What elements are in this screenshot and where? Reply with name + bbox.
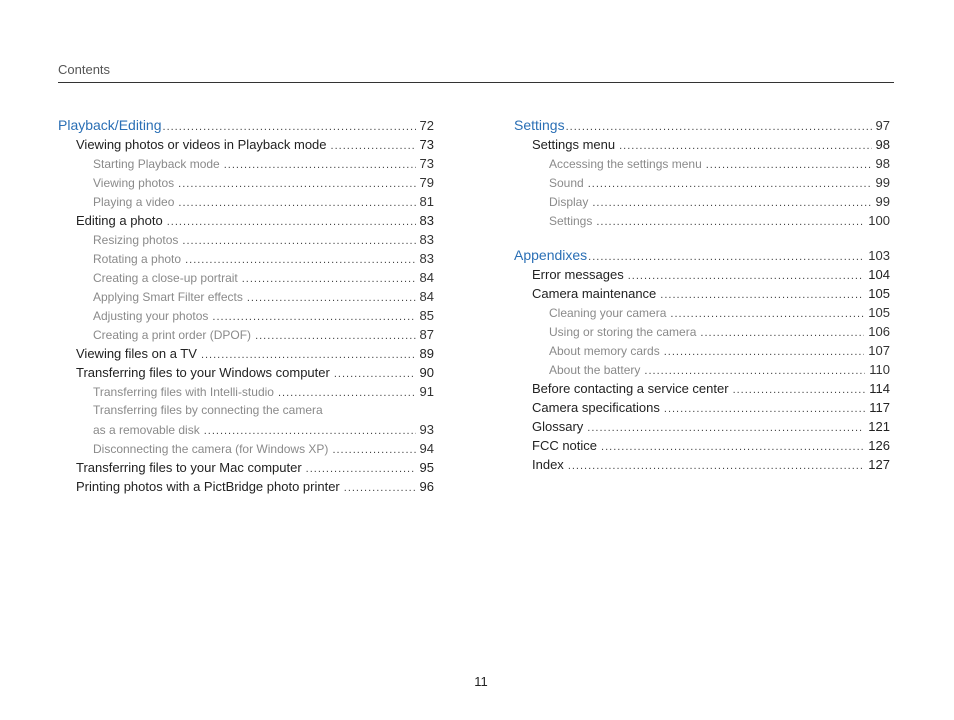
toc-subentry[interactable] <box>514 211 890 230</box>
toc-entry-title: Error messages <box>532 267 624 282</box>
toc-entry-page: 96 <box>419 479 434 494</box>
toc-subentry[interactable] <box>58 401 434 420</box>
dot-leader <box>344 479 416 498</box>
toc-subentry[interactable] <box>58 249 434 268</box>
dot-leader <box>185 251 415 270</box>
dot-leader <box>568 457 864 476</box>
toc-subentry[interactable] <box>58 287 434 306</box>
toc-entry-page: 84 <box>419 270 434 285</box>
toc-entry-title: Viewing photos <box>93 176 175 190</box>
toc-entry[interactable] <box>514 284 890 303</box>
dot-leader <box>212 308 415 327</box>
toc-entry[interactable] <box>514 135 890 154</box>
toc-entry[interactable] <box>514 455 890 474</box>
dot-leader <box>664 400 865 419</box>
toc-entry-page: 105 <box>868 305 890 320</box>
toc-subentry[interactable] <box>58 382 434 401</box>
toc-subentry[interactable] <box>514 192 890 211</box>
toc-section-heading[interactable] <box>514 246 890 265</box>
toc-entry-page: 84 <box>419 289 434 304</box>
toc-entry-title: Transferring files by connecting the camera <box>93 403 323 417</box>
toc-entry-title: Accessing the settings menu <box>549 157 702 171</box>
toc-entry[interactable] <box>514 265 890 284</box>
toc-entry-page: 104 <box>868 267 890 282</box>
toc-entry[interactable] <box>514 417 890 436</box>
toc-entry-title: Rotating a photo <box>93 252 182 266</box>
toc-entry-page: 106 <box>868 324 890 339</box>
toc-entry-title: Transferring files with Intelli-studio <box>93 385 274 399</box>
toc-entry-title: Camera maintenance <box>532 286 657 301</box>
toc-entry-page: 95 <box>419 460 434 475</box>
toc-entry-page: 110 <box>869 362 890 377</box>
toc-entry-page: 121 <box>868 419 890 434</box>
dot-leader <box>587 419 864 438</box>
toc-entry[interactable] <box>58 477 434 496</box>
toc-entry[interactable] <box>58 363 434 382</box>
toc-entry-page: 90 <box>419 365 434 380</box>
dot-leader <box>660 286 864 305</box>
dot-leader <box>700 324 864 343</box>
toc-entry-title: About the battery <box>549 363 641 377</box>
toc-entry-title: Printing photos with a PictBridge photo printer <box>76 479 340 494</box>
toc-entry-page: 107 <box>868 343 890 358</box>
toc-subentry[interactable] <box>58 268 434 287</box>
toc-entry-page: 103 <box>868 248 890 263</box>
dot-leader <box>242 270 416 289</box>
toc-entry-page: 83 <box>419 232 434 247</box>
toc-section-heading[interactable] <box>58 116 434 135</box>
toc-entry-page: 89 <box>419 346 434 361</box>
toc-subentry[interactable] <box>514 173 890 192</box>
toc-entry-title: Viewing files on a TV <box>76 346 197 361</box>
toc-subentry[interactable] <box>514 360 890 379</box>
toc-subentry[interactable] <box>58 325 434 344</box>
toc-subentry[interactable] <box>58 192 434 211</box>
toc-entry-title: Settings <box>549 214 593 228</box>
toc-entry-title: Transferring files to your Mac computer <box>76 460 302 475</box>
toc-entry-page: 83 <box>419 213 434 228</box>
toc-entry-title: Glossary <box>532 419 584 434</box>
toc-entry-page: 73 <box>419 156 434 171</box>
toc-entry-title: FCC notice <box>532 438 598 453</box>
toc-entry-page: 99 <box>875 194 890 209</box>
toc-entry-title: Sound <box>549 176 584 190</box>
dot-leader <box>167 213 416 232</box>
toc-entry-title: Index <box>532 457 564 472</box>
toc-entry-title: Cleaning your camera <box>549 306 667 320</box>
toc-subentry[interactable] <box>514 322 890 341</box>
toc-entry[interactable] <box>514 436 890 455</box>
toc-section-playback-editing <box>58 116 434 496</box>
dot-leader <box>332 441 415 460</box>
toc-section-heading[interactable] <box>514 116 890 135</box>
header-divider <box>58 82 894 83</box>
toc-entry-title: as a removable disk <box>93 423 200 437</box>
page-number: 11 <box>474 674 488 689</box>
toc-entry[interactable] <box>514 398 890 417</box>
dot-leader <box>588 248 864 267</box>
dot-leader <box>331 137 416 156</box>
dot-leader <box>247 289 416 308</box>
toc-entry-title: About memory cards <box>549 344 660 358</box>
toc-entry-page: 73 <box>419 137 434 152</box>
dot-leader <box>706 156 872 175</box>
dot-leader <box>596 213 864 232</box>
toc-right-column <box>514 116 890 490</box>
toc-entry-page: 93 <box>419 422 434 437</box>
dot-leader <box>182 232 415 251</box>
header-label: Contents <box>58 62 111 77</box>
toc-entry[interactable] <box>58 211 434 230</box>
toc-entry-title: Settings <box>514 117 565 133</box>
dot-leader <box>178 194 415 213</box>
toc-entry[interactable] <box>58 135 434 154</box>
toc-entry-title: Applying Smart Filter effects <box>93 290 243 304</box>
toc-entry[interactable] <box>58 344 434 363</box>
toc-entry-title: Viewing photos or videos in Playback mode <box>76 137 327 152</box>
toc-entry-title: Transferring files to your Windows computer <box>76 365 330 380</box>
toc-entry-page: 114 <box>869 381 890 396</box>
toc-subentry[interactable] <box>58 230 434 249</box>
toc-entry-page: 87 <box>419 327 434 342</box>
toc-entry-title: Disconnecting the camera (for Windows XP) <box>93 442 329 456</box>
toc-subentry[interactable] <box>514 154 890 173</box>
toc-entry-page: 99 <box>875 175 890 190</box>
toc-subentry[interactable] <box>58 306 434 325</box>
dot-leader <box>733 381 866 400</box>
toc-section-appendixes <box>514 246 890 474</box>
toc-subentry[interactable] <box>514 303 890 322</box>
toc-section-settings <box>514 116 890 230</box>
toc-entry-title: Settings menu <box>532 137 616 152</box>
toc-entry-page: 97 <box>875 118 890 133</box>
dot-leader <box>601 438 864 457</box>
toc-entry-title: Playing a video <box>93 195 175 209</box>
dot-leader <box>670 305 864 324</box>
toc-entry-title: Display <box>549 195 589 209</box>
toc-entry-page: 105 <box>868 286 890 301</box>
toc-entry-title: Starting Playback mode <box>93 157 220 171</box>
toc-entry-page: 100 <box>868 213 890 228</box>
toc-entry-title: Adjusting your photos <box>93 309 209 323</box>
toc-entry-title: Appendixes <box>514 247 588 263</box>
toc-entry-page: 81 <box>419 194 434 209</box>
toc-entry-title: Playback/Editing <box>58 117 162 133</box>
toc-subentry[interactable] <box>58 439 434 458</box>
toc-entry-page: 83 <box>419 251 434 266</box>
toc-entry-page: 117 <box>869 400 890 415</box>
toc-entry[interactable] <box>514 379 890 398</box>
dot-leader <box>619 137 871 156</box>
toc-entry-page: 85 <box>419 308 434 323</box>
toc-entry-page: 126 <box>868 438 890 453</box>
dot-leader <box>664 343 865 362</box>
dot-leader <box>178 175 415 194</box>
toc-entry-page: 127 <box>868 457 890 472</box>
dot-leader <box>204 422 416 441</box>
toc-entry-title: Using or storing the camera <box>549 325 697 339</box>
toc-entry-title: Camera specifications <box>532 400 660 415</box>
toc-subentry[interactable] <box>58 154 434 173</box>
toc-subentry[interactable] <box>514 341 890 360</box>
toc-entry-title: Editing a photo <box>76 213 163 228</box>
toc-entry-title: Creating a close-up portrait <box>93 271 238 285</box>
toc-entry[interactable] <box>58 458 434 477</box>
toc-entry-title: Resizing photos <box>93 233 179 247</box>
dot-leader <box>588 175 872 194</box>
dot-leader <box>628 267 865 286</box>
toc-entry-title: Before contacting a service center <box>532 381 729 396</box>
toc-left-column <box>58 116 434 512</box>
toc-entry-page: 94 <box>419 441 434 456</box>
dot-leader <box>255 327 415 346</box>
toc-subentry[interactable] <box>58 420 434 439</box>
toc-entry-page: 98 <box>875 137 890 152</box>
toc-entry-page: 72 <box>419 118 434 133</box>
toc-subentry[interactable] <box>58 173 434 192</box>
toc-entry-page: 79 <box>419 175 434 190</box>
toc-entry-title: Creating a print order (DPOF) <box>93 328 252 342</box>
dot-leader <box>592 194 871 213</box>
dot-leader <box>334 365 416 384</box>
dot-leader <box>224 156 416 175</box>
toc-entry-page: 91 <box>419 384 434 399</box>
toc-entry-page: 98 <box>875 156 890 171</box>
